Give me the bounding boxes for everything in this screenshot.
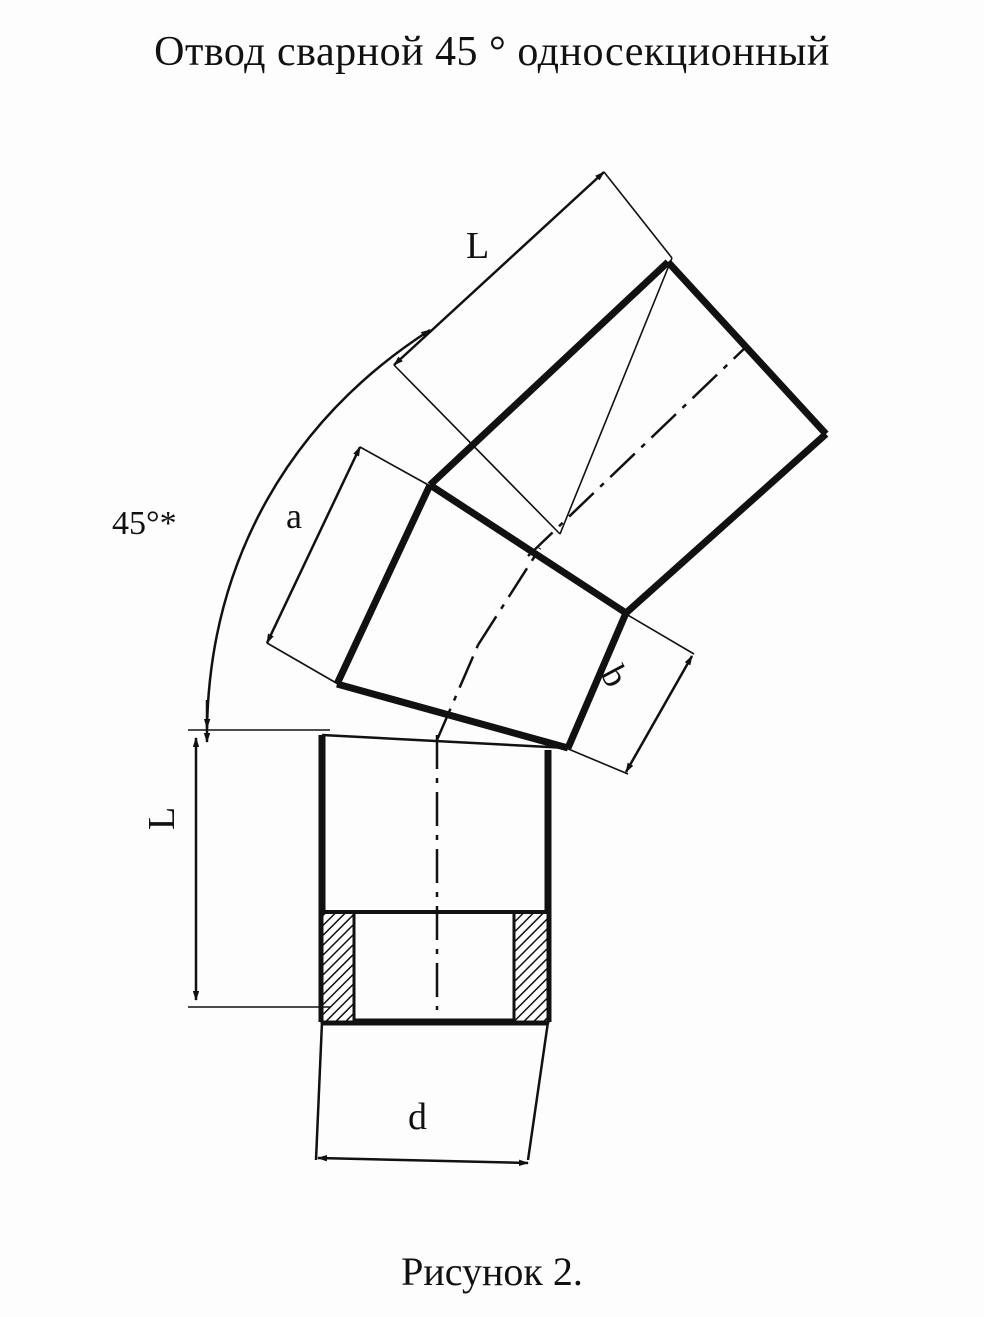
label-diameter-d: d: [408, 1096, 427, 1138]
label-length-top: L: [466, 225, 490, 267]
page-title: Отвод сварной 45 ° односекционный: [154, 29, 830, 75]
section-hatching: [322, 912, 548, 1022]
label-angle-45: 45°*: [112, 505, 177, 542]
label-segment-b: b: [593, 658, 637, 694]
dimension-d: [318, 1158, 528, 1163]
label-segment-a: a: [286, 496, 302, 536]
dimension-L-bottom: [188, 700, 330, 1007]
elbow-body-outline: [316, 262, 826, 1160]
figure-caption: Рисунок 2.: [401, 1249, 583, 1294]
angle-arc-45: [207, 330, 430, 728]
label-length-bottom: L: [141, 806, 183, 830]
dimension-a: [267, 447, 432, 684]
dimension-b: [566, 614, 694, 774]
